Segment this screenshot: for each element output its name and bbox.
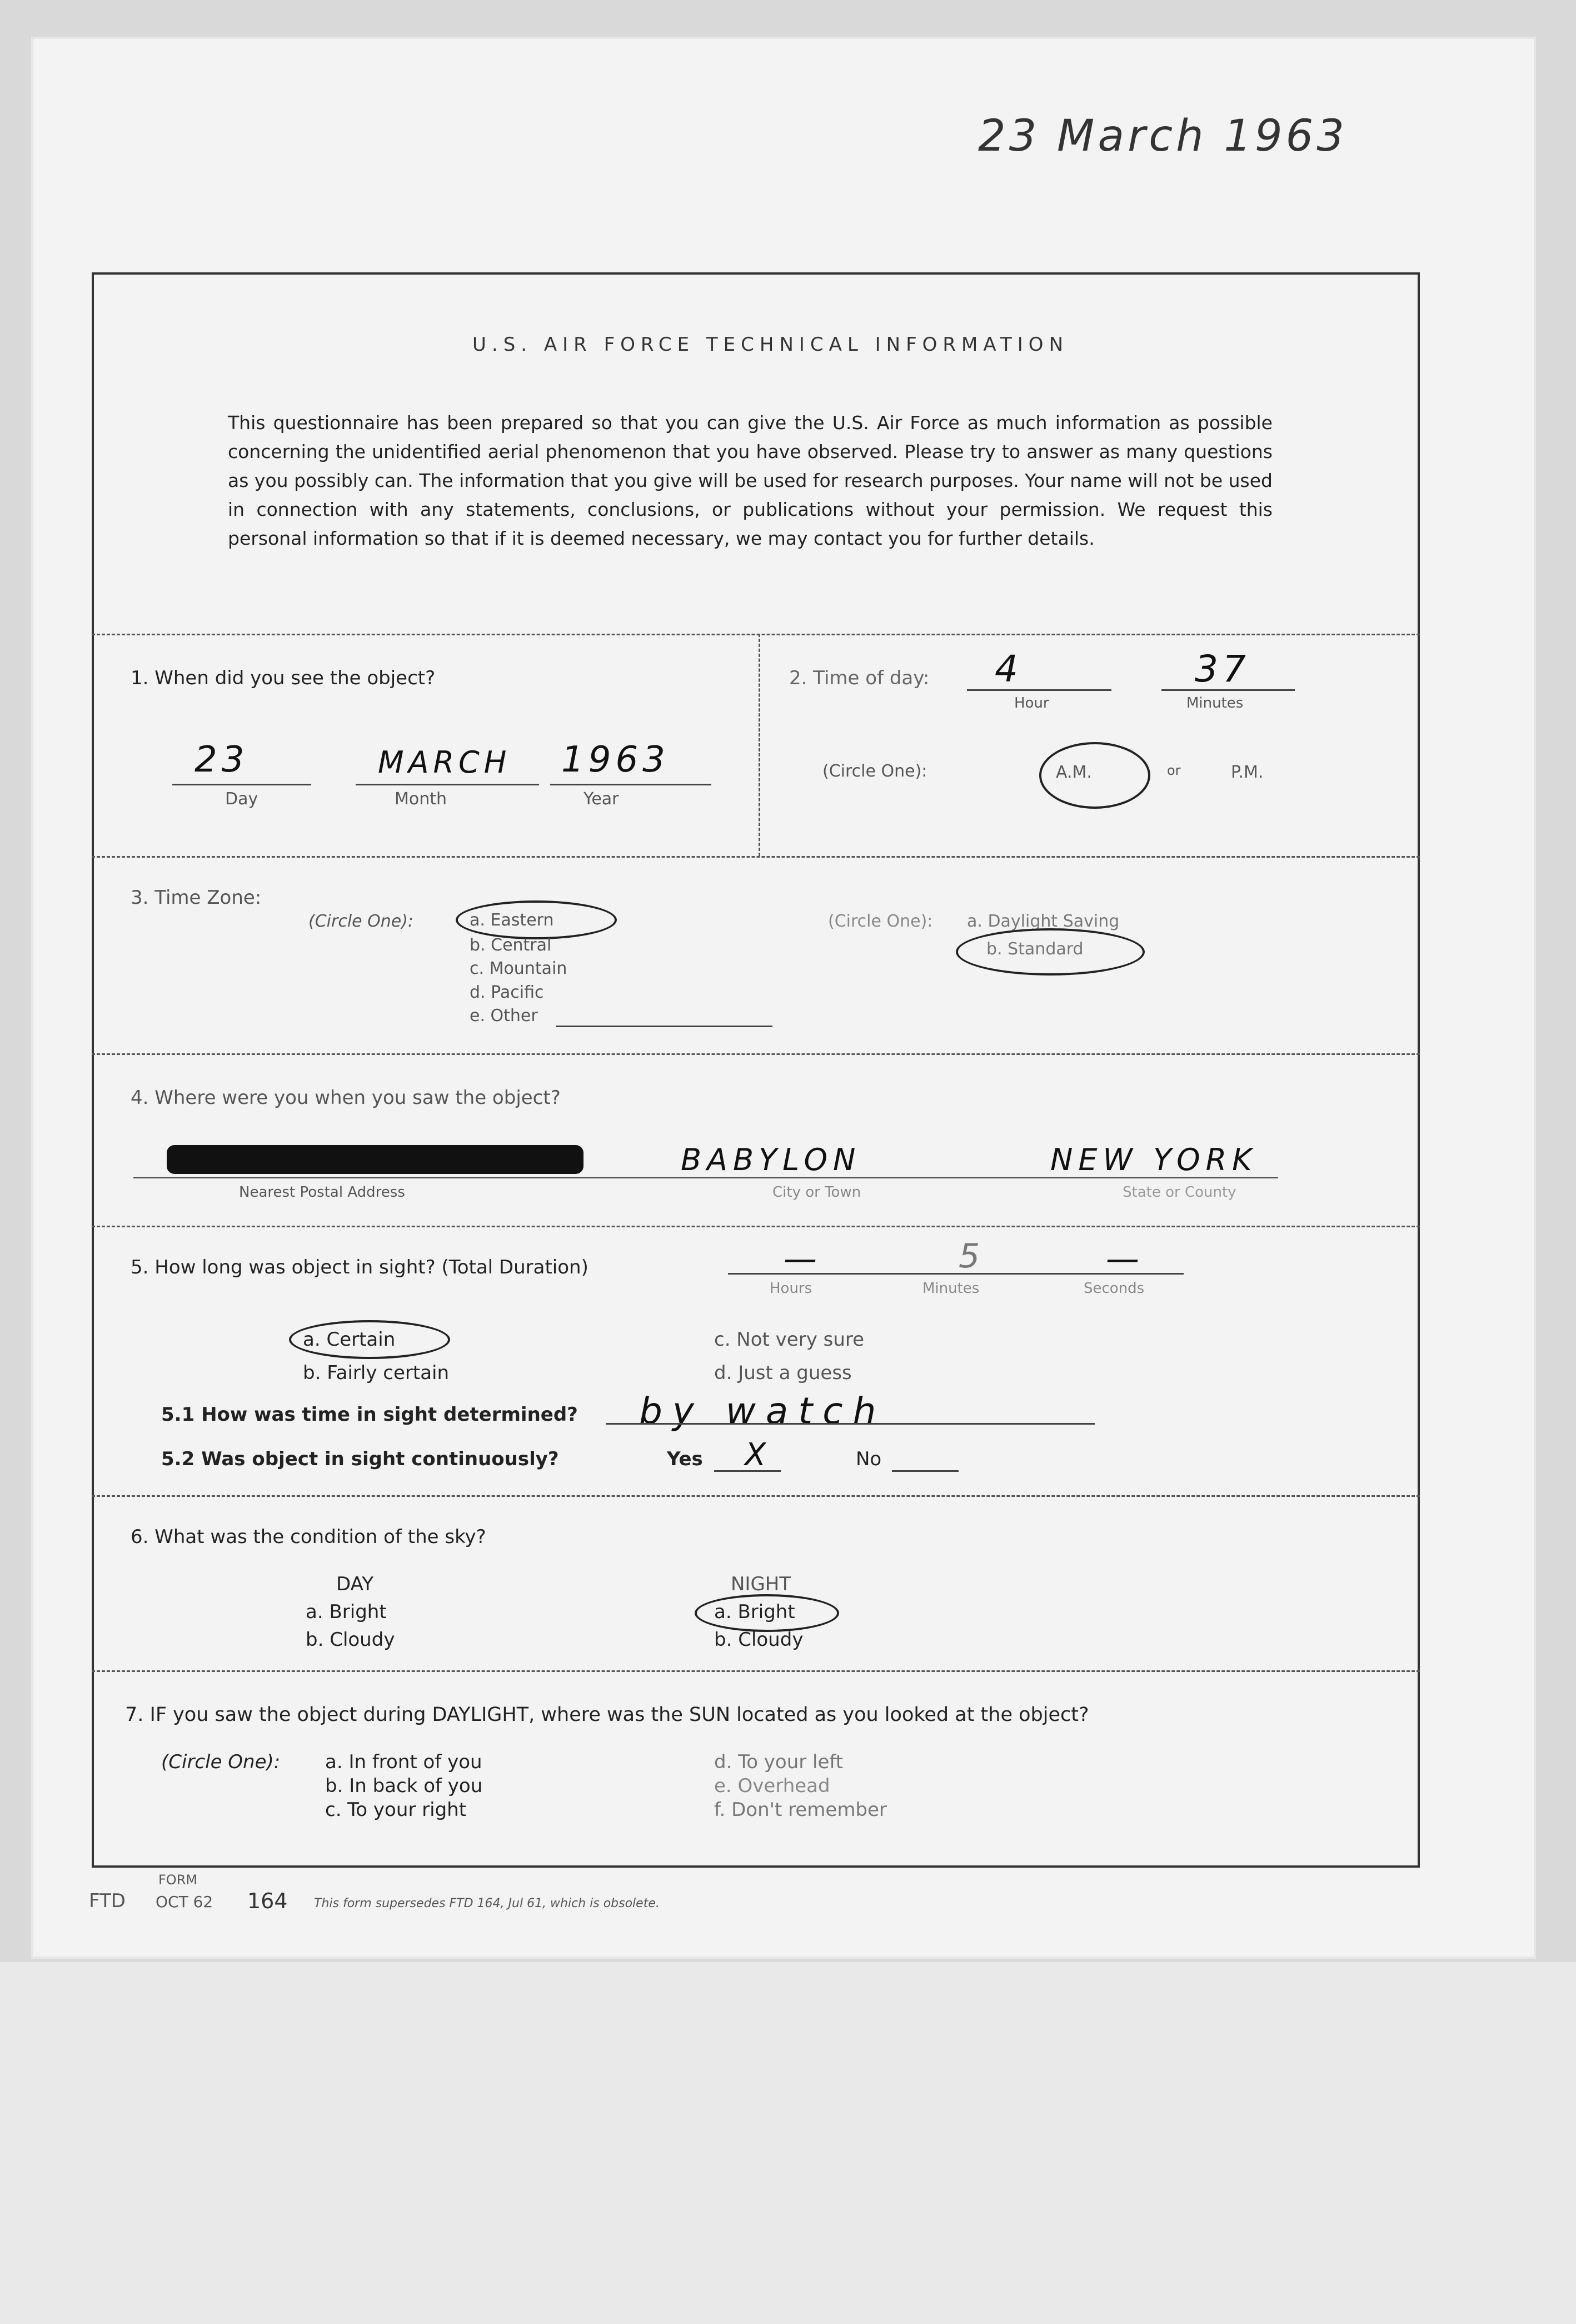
q6-day-cloudy: b. Cloudy xyxy=(306,1629,395,1651)
q1-day-line xyxy=(172,784,311,785)
q6-night-cloudy: b. Cloudy xyxy=(714,1629,804,1651)
q2-minutes-label: Minutes xyxy=(1186,695,1244,711)
q52-yes-label: Yes xyxy=(667,1448,703,1470)
q3-zone-central: b. Central xyxy=(470,935,552,955)
q7-option-right: c. To your right xyxy=(325,1799,467,1821)
q7-label: 7. IF you saw the object during DAYLIGHT, where was the SUN located as you looked at the object? xyxy=(125,1704,1089,1726)
q5-seconds-label: Seconds xyxy=(1084,1280,1145,1297)
q4-address-line xyxy=(133,1177,1278,1178)
divider xyxy=(92,1053,1420,1055)
q52-yes-mark: X xyxy=(745,1437,771,1473)
q2-am-circle xyxy=(1039,742,1150,809)
q4-city-value: BABYLON xyxy=(681,1142,861,1177)
q7-circle-one: (Circle One): xyxy=(161,1751,281,1773)
q2-minutes-line xyxy=(1161,689,1295,691)
q5-hours-label: Hours xyxy=(770,1280,812,1297)
q51-value: by watch xyxy=(639,1390,886,1432)
q5-minutes-value: 5 xyxy=(959,1237,985,1276)
q2-label: 2. Time of day: xyxy=(789,667,930,689)
q4-state-label: State or County xyxy=(1123,1184,1236,1201)
q1-year-line xyxy=(550,784,711,785)
handwritten-date: 23 March 1963 xyxy=(978,111,1348,161)
q1-day-value: 23 xyxy=(194,739,249,780)
q1-label: 1. When did you see the object? xyxy=(131,667,436,689)
q1-year-label: Year xyxy=(583,789,619,809)
q4-address-label: Nearest Postal Address xyxy=(239,1184,405,1201)
q5-seconds-value: — xyxy=(1106,1240,1144,1278)
q5-option-fairly: b. Fairly certain xyxy=(303,1362,450,1384)
form-title: U.S. AIR FORCE TECHNICAL INFORMATION xyxy=(472,334,1069,356)
q4-city-label: City or Town xyxy=(772,1184,861,1201)
q3-other-line xyxy=(556,1026,772,1027)
q6-night-header: NIGHT xyxy=(731,1573,791,1595)
divider xyxy=(92,1226,1420,1227)
q3-standard-circle xyxy=(956,928,1145,976)
q5-certain-circle xyxy=(289,1320,450,1359)
q2-am: A.M. xyxy=(1056,763,1092,782)
q5-hours-value: — xyxy=(784,1240,821,1278)
q4-state-value: NEW YORK xyxy=(1050,1142,1258,1177)
q5-option-not-sure: c. Not very sure xyxy=(714,1328,865,1351)
q1-year-value: 1963 xyxy=(561,739,670,780)
q51-line xyxy=(606,1423,1095,1425)
q2-circle-one: (Circle One): xyxy=(822,762,927,781)
q7-option-back: b. In back of you xyxy=(325,1775,483,1797)
q1-day-label: Day xyxy=(225,789,258,809)
q3-circle-one-a: (Circle One): xyxy=(308,912,414,931)
q3-standard: b. Standard xyxy=(986,939,1084,959)
q3-daylight-saving: a. Daylight Saving xyxy=(967,912,1120,931)
q3-zone-eastern: a. Eastern xyxy=(470,910,554,930)
q52-yes-line xyxy=(714,1470,781,1472)
q2-minutes-value: 37 xyxy=(1195,648,1250,690)
footer-form-number: 164 xyxy=(247,1889,288,1913)
footer-form-id: FTD xyxy=(89,1890,126,1912)
footer-form-date: OCT 62 xyxy=(156,1893,213,1911)
q1-month-label: Month xyxy=(395,789,447,809)
q2-hour-label: Hour xyxy=(1014,695,1049,711)
q4-label: 4. Where were you when you saw the object? xyxy=(131,1087,561,1109)
scan-background xyxy=(0,1962,1576,2324)
q5-minutes-label: Minutes xyxy=(922,1280,980,1297)
q6-day-bright: a. Bright xyxy=(306,1601,387,1623)
q3-zone-pacific: d. Pacific xyxy=(470,983,544,1002)
q6-label: 6. What was the condition of the sky? xyxy=(131,1526,486,1548)
q52-label: 5.2 Was object in sight continuously? xyxy=(161,1448,559,1470)
q52-no-label: No xyxy=(856,1448,882,1470)
q1-month-line xyxy=(356,784,539,785)
q51-label: 5.1 How was time in sight determined? xyxy=(161,1404,578,1426)
q7-option-overhead: e. Overhead xyxy=(714,1775,830,1797)
q5-option-certain: a. Certain xyxy=(303,1328,396,1351)
q2-pm: P.M. xyxy=(1231,763,1264,782)
form-intro: This questionnaire has been prepared so that you can give the U.S. Air Force as much information as possible concerning the unidentified aerial phenomenon that you have observed. Please try to answer as many questions as you possibly can. The information that you give will be used for research purposes. Your name will not be used in connection with any statements, conclusions, or publications without your permission. We request this personal information so that if it is deemed necessary, we may contact you for further details. xyxy=(228,412,1273,549)
divider xyxy=(92,1670,1420,1672)
divider xyxy=(92,856,1420,858)
q52-no-line xyxy=(892,1470,959,1472)
q3-zone-mountain: c. Mountain xyxy=(470,959,567,978)
q7-option-dont-remember: f. Don't remember xyxy=(714,1799,887,1821)
q3-label: 3. Time Zone: xyxy=(131,887,262,909)
redacted-address xyxy=(167,1145,583,1174)
q2-hour-line xyxy=(967,689,1111,691)
q2-or: or xyxy=(1167,763,1181,778)
q7-option-left: d. To your left xyxy=(714,1751,844,1773)
divider xyxy=(759,634,760,856)
q7-option-front: a. In front of you xyxy=(325,1751,482,1773)
q6-day-header: DAY xyxy=(336,1573,373,1595)
q2-hour-value: 4 xyxy=(995,648,1023,690)
divider xyxy=(92,634,1420,635)
q1-month-value: MARCH xyxy=(378,745,511,780)
q3-zone-other: e. Other xyxy=(470,1006,538,1026)
q6-night-bright: a. Bright xyxy=(714,1601,795,1623)
footer-supersedes: This form supersedes FTD 164, Jul 61, which is obsolete. xyxy=(314,1897,660,1910)
q5-duration-line xyxy=(728,1273,1184,1275)
q3-circle-one-b: (Circle One): xyxy=(828,912,933,931)
q3-eastern-circle xyxy=(456,900,617,939)
q5-label: 5. How long was object in sight? (Total Duration) xyxy=(131,1256,588,1278)
footer-form-word: FORM xyxy=(158,1872,198,1888)
q5-option-guess: d. Just a guess xyxy=(714,1362,852,1384)
q6-night-bright-circle xyxy=(695,1594,839,1632)
divider xyxy=(92,1495,1420,1497)
